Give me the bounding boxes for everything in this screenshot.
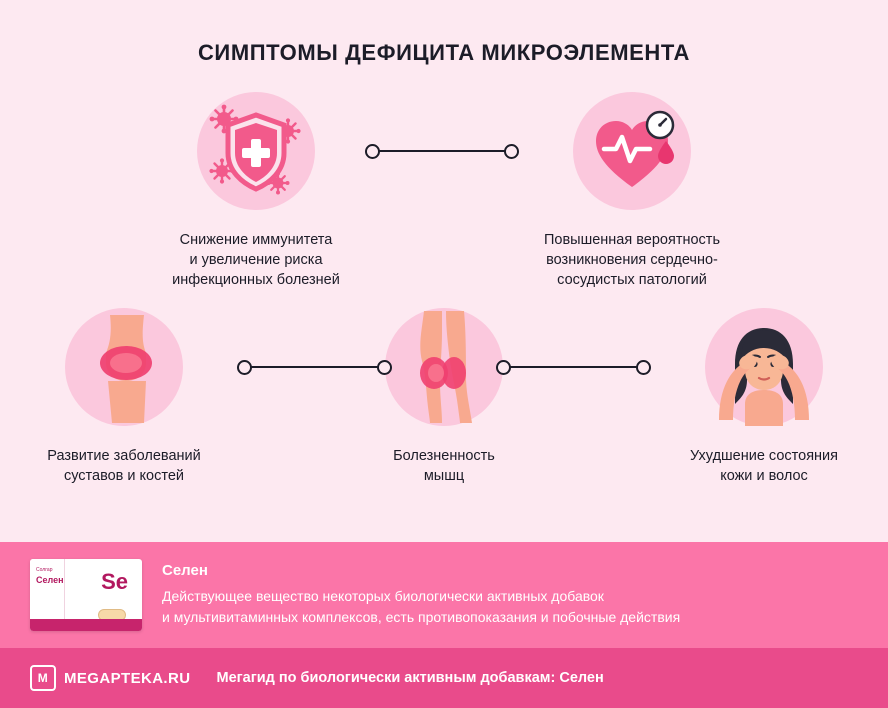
- caption-line: мышц: [423, 468, 465, 484]
- symptom-icon-circle: [385, 308, 503, 426]
- symptom-caption: [47, 446, 200, 486]
- symptom-item-skin-hair[interactable]: [646, 308, 882, 486]
- connector-line-2: [243, 366, 386, 368]
- promo-description-line: и мультивитаминных комплексов, есть противопоказания и побочные действия: [162, 609, 681, 625]
- symptom-icon-circle: [65, 308, 183, 426]
- legs-muscle-pain-icon: [388, 311, 500, 423]
- symptom-icon-circle: [197, 92, 315, 210]
- symptoms-row-bottom: [0, 308, 888, 486]
- symptom-item-immunity[interactable]: [138, 92, 374, 290]
- symptom-caption: [690, 446, 838, 486]
- page-title: СИМПТОМЫ ДЕФИЦИТА МИКРОЭЛЕМЕНТА: [197, 40, 691, 65]
- footer-bar: [0, 648, 888, 708]
- symptom-item-muscles[interactable]: [326, 308, 562, 486]
- caption-line: Снижение иммунитета: [179, 232, 333, 248]
- connector-dot: [365, 144, 380, 159]
- connector-dot: [504, 144, 519, 159]
- caption-line: суставов и костей: [63, 468, 185, 484]
- caption-line: Ухудшение состояния: [689, 448, 839, 464]
- heart-pulse-icon: [578, 97, 686, 205]
- connector-line-1: [371, 150, 513, 152]
- promo-title: Селен: [162, 562, 208, 579]
- hair-skin-woman-icon: [705, 308, 823, 426]
- connector-dot: [377, 360, 392, 375]
- connector-dot: [237, 360, 252, 375]
- knee-joint-icon: [68, 311, 180, 423]
- promo-band: [0, 542, 888, 648]
- logo-mark-icon: M: [30, 665, 56, 691]
- product-package-image: [30, 559, 142, 631]
- symptom-item-joints[interactable]: [6, 308, 242, 486]
- symptom-caption: [544, 230, 720, 290]
- caption-line: Повышенная вероятность: [543, 232, 720, 248]
- caption-line: и увеличение риска: [189, 252, 323, 268]
- package-bottom-stripe: [30, 619, 142, 631]
- symptoms-row-top: [0, 92, 888, 290]
- caption-line: сосудистых патологий: [557, 272, 707, 288]
- connector-dot: [636, 360, 651, 375]
- package-brand-small: Солгар: [36, 567, 53, 573]
- shield-virus-icon: [202, 97, 310, 205]
- connector-line-3: [502, 366, 645, 368]
- promo-description: [162, 586, 680, 628]
- symptom-caption: [393, 446, 495, 486]
- symptom-caption: [172, 230, 340, 290]
- caption-line: возникновения сердечно-: [546, 252, 718, 268]
- package-element-symbol: Se: [101, 569, 128, 594]
- logo-text: MEGAPTEKA.RU: [64, 669, 191, 687]
- symptoms-content: [0, 66, 888, 542]
- promo-text-block: [162, 562, 680, 628]
- promo-description-line: Действующее вещество некоторых биологически активных добавок: [162, 588, 604, 604]
- caption-line: Развитие заболеваний: [47, 448, 201, 464]
- symptom-icon-circle: [705, 308, 823, 426]
- symptom-icon-circle: [573, 92, 691, 210]
- caption-line: инфекционных болезней: [172, 272, 340, 288]
- footer-caption: Мегагид по биологически активным добавкам: Селен: [216, 670, 604, 686]
- caption-line: кожи и волос: [720, 468, 808, 484]
- connector-dot: [496, 360, 511, 375]
- package-brand-name: Селен: [36, 575, 64, 585]
- caption-line: Болезненность: [393, 448, 495, 464]
- megapteka-logo[interactable]: [30, 665, 190, 691]
- symptom-item-cardio[interactable]: [514, 92, 750, 290]
